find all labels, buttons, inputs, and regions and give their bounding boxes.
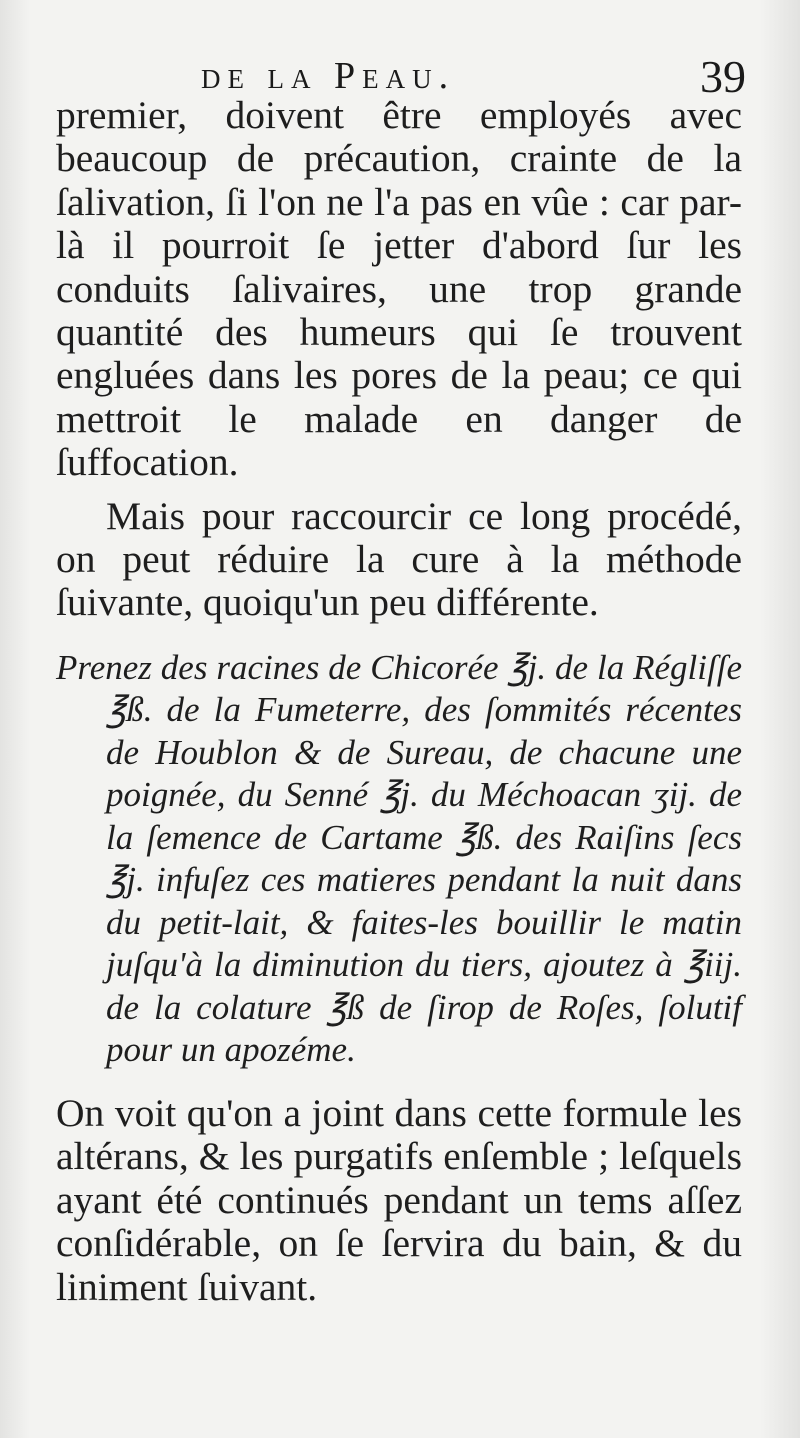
recipe-prescription: Prenez des racines de Chicorée ℥j. de la Régliſſe ℥ß. de la Fumeterre, des ſommités récentes de Houblon & de Sureau, de chacune une poignée, du Senné ℥j. du Méchoacan ʒij. de la ſemence de Cartame ℥ß. des Raiſins ſecs ℥j. infuſez ces matieres pendant la nuit dans du petit-lait, & faites-les bouillir le matin juſqu'à la diminution du tiers, ajoutez à ℥iij. de la colature ℥ß de ſirop de Roſes, ſolutif pour un apozéme.: [56, 647, 742, 1070]
paragraph-continuation: premier, doivent être employés avec beaucoup de précaution, crainte de la ſalivation, ſi l'on ne l'a pas en vûe : car par-là il pourroit ſe jetter d'abord ſur les conduits ſalivaires, une trop grande quantité des humeurs qui ſe trouvent engluées dans les pores de la peau; ce qui mettroit le malade en danger de ſuffocation.: [56, 93, 742, 485]
paragraph-method-intro: Mais pour raccourcir ce long procédé, on peut réduire la cure à la méthode ſuivante, quoiqu'un peu différente.: [56, 493, 742, 625]
page-number: 39: [700, 51, 746, 102]
body-text: [56, 94, 742, 1309]
paragraph-closing: On voit qu'on a joint dans cette formule les altérans, & les purgatifs enſemble ; leſquels ayant été continués pendant un tems aſſez conſidérable, on ſe ſervira du bain, & du liniment ſuivant.: [56, 1090, 742, 1309]
running-title: de la Peau.: [201, 55, 456, 97]
